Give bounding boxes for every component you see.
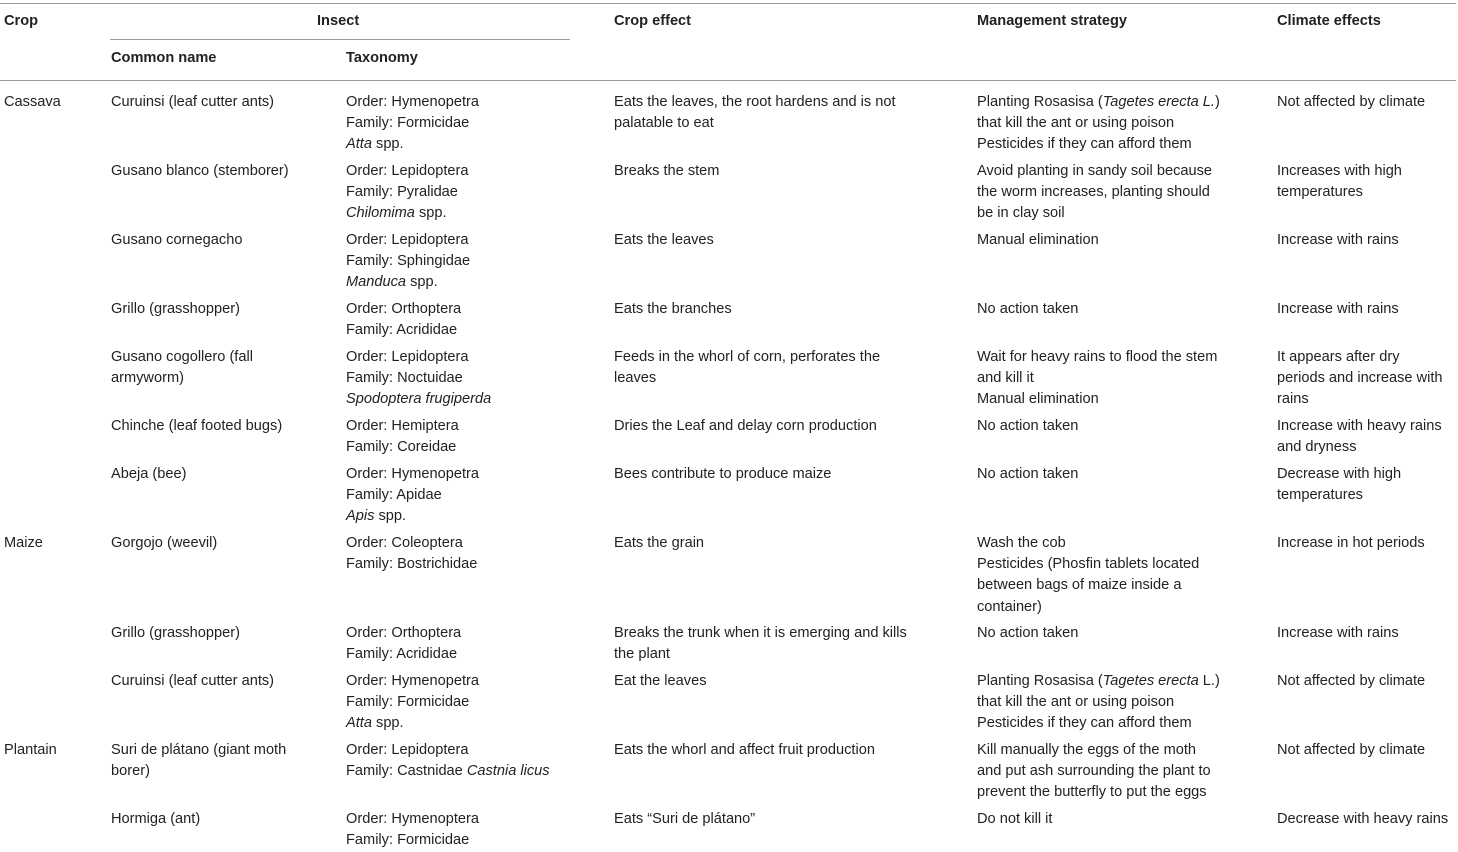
cell-line [977,92,1220,113]
text: spp. [414,205,447,222]
cell-line [346,134,479,155]
cell-line: armyworm) [111,370,184,387]
crop-effect-cell [614,740,875,761]
cell-line: Eats the leaves [614,232,714,248]
cell-line: Order: Hymenopetra [346,94,480,110]
crop-effect-cell [614,671,707,692]
cell-line: Eats the grain [614,535,705,551]
cell-line: No action taken [977,418,1079,434]
crop-effect-cell [614,809,755,830]
climate-effects-cell [1277,623,1399,644]
cell-line [346,506,479,527]
cell-line: temperatures [1277,487,1363,504]
crop-effect-cell [614,299,732,320]
table-top-rule [0,3,1456,4]
cell-line: that kill the ant or using poison [977,115,1175,132]
common-name-cell [111,809,200,830]
insect-group-rule [110,39,570,40]
crop-effect-cell [614,416,877,437]
cell-line [346,389,491,410]
climate-effects-cell [1277,464,1401,506]
common-name-cell [111,92,274,113]
crop-effect-cell [614,161,719,182]
crop-effect-cell [614,347,880,389]
cell-line: It appears after dry [1277,349,1400,365]
italic-text: Chilomima [346,205,415,222]
common-name-cell [111,671,274,692]
cell-line: Increases with high [1277,163,1402,179]
header-climate-effects: Climate effects [1277,13,1381,29]
climate-effects-cell [1277,161,1402,203]
cell-line [346,761,550,782]
taxonomy-cell [346,809,479,851]
cell-line: that kill the ant or using poison [977,694,1175,711]
cell-line: Hormiga (ant) [111,811,201,827]
cell-line: Avoid planting in sandy soil because [977,163,1213,179]
cell-line: Eats the leaves, the root hardens and is not [614,94,896,110]
management-strategy-cell [977,671,1220,735]
italic-text: Manduca [346,274,407,291]
cell-line: periods and increase with [1277,370,1443,387]
text: Planting Rosasisa ( [977,673,1103,689]
taxonomy-cell [346,92,479,156]
cell-line: Chinche (leaf footed bugs) [111,418,283,434]
italic-text: Spodoptera frugiperda [346,391,492,408]
management-strategy-cell [977,809,1052,830]
cell-line: No action taken [977,625,1079,641]
taxonomy-cell [346,740,550,782]
crop-cell: Cassava [4,94,61,110]
cell-line: Order: Hymenopetra [346,673,480,689]
cell-line: Order: Hemiptera [346,418,459,434]
cell-line: prevent the butterfly to put the eggs [977,784,1207,801]
common-name-cell [111,161,289,182]
crop-effect-cell [614,230,714,251]
header-insect: Insect [317,13,360,29]
cell-line: Manual elimination [977,391,1099,408]
taxonomy-cell [346,671,479,735]
text: spp. [374,508,407,525]
cell-line: Family: Bostrichidae [346,556,478,573]
cell-line: Order: Lepidoptera [346,232,469,248]
taxonomy-cell [346,230,470,294]
management-strategy-cell [977,533,1199,618]
italic-text: Tagetes erecta L. [1102,94,1215,110]
cell-line: and dryness [1277,439,1357,456]
cell-line: Pesticides if they can afford them [977,136,1192,153]
management-strategy-cell [977,347,1217,411]
cell-line: Order: Lepidoptera [346,742,469,758]
crop-effect-cell [614,533,704,554]
cell-line: Bees contribute to produce maize [614,466,832,482]
cell-line: Order: Orthoptera [346,301,462,317]
cell-line: Gusano cornegacho [111,232,243,248]
cell-line: Family: Noctuidae [346,370,463,387]
cell-line: Family: Pyralidae [346,184,458,201]
header-crop-effect: Crop effect [614,13,692,29]
cell-line: Pesticides if they can afford them [977,715,1192,732]
cell-line: Grillo (grasshopper) [111,301,240,317]
cell-line: Family: Coreidae [346,439,457,456]
climate-effects-cell [1277,809,1448,830]
management-strategy-cell [977,464,1078,485]
climate-effects-cell [1277,230,1399,251]
cell-line: Eats “Suri de plátano” [614,811,756,827]
cell-line: Order: Orthoptera [346,625,462,641]
cell-line: Feeds in the whorl of corn, perforates the [614,349,881,365]
cell-line: Family: Formicidae [346,115,470,132]
cell-line: No action taken [977,301,1079,317]
cell-line: and kill it [977,370,1034,387]
cell-line: Not affected by climate [1277,673,1426,689]
cell-line: Increase with heavy rains [1277,418,1442,434]
italic-text: Atta [346,715,372,732]
crop-effect-cell [614,92,896,134]
taxonomy-cell [346,623,461,665]
cell-line: Curuinsi (leaf cutter ants) [111,94,275,110]
italic-text: Castnia licus [466,763,550,780]
text: L.) [1198,673,1220,689]
cell-line: Family: Formicidae [346,832,470,849]
text: spp. [406,274,438,291]
cell-line: Family: Apidae [346,487,442,504]
italic-text: Atta [346,136,372,153]
cell-line: Order: Coleoptera [346,535,463,551]
cell-line: Wash the cob [977,535,1066,551]
italic-text: Tagetes erecta [1102,673,1199,689]
cell-line: Decrease with high [1277,466,1402,482]
cell-line: the worm increases, planting should [977,184,1210,201]
cell-line: Not affected by climate [1277,94,1426,110]
cell-line [346,203,469,224]
text: Family: Castnidae [346,763,467,780]
cell-line: Family: Acrididae [346,646,458,663]
taxonomy-cell [346,347,491,411]
cell-line: Pesticides (Phosfin tablets located [977,556,1200,573]
cell-line: Increase in hot periods [1277,535,1425,551]
cell-line: Gusano blanco (stemborer) [111,163,289,179]
cell-line: Dries the Leaf and delay corn production [614,418,877,434]
common-name-cell [111,740,286,782]
cell-line: Gorgojo (weevil) [111,535,218,551]
cell-line: between bags of maize inside a [977,577,1182,594]
header-bottom-rule [0,80,1456,81]
cell-line [346,272,470,293]
text: ) [1214,94,1220,110]
cell-line: Increase with rains [1277,232,1399,248]
management-strategy-cell [977,416,1078,437]
climate-effects-cell [1277,92,1425,113]
taxonomy-cell [346,464,479,528]
common-name-cell [111,464,186,485]
cell-line: Order: Lepidoptera [346,349,469,365]
management-strategy-cell [977,92,1220,156]
cell-line: Eats the whorl and affect fruit production [614,742,875,758]
crop-cell: Plantain [4,742,57,758]
cell-line: Decrease with heavy rains [1277,811,1449,827]
taxonomy-cell [346,416,459,458]
crop-effect-cell [614,623,907,665]
italic-text: Apis [346,508,375,525]
cell-line: Increase with rains [1277,625,1399,641]
climate-effects-cell [1277,347,1443,411]
cell-line: Order: Lepidoptera [346,163,469,179]
cell-line [977,671,1220,692]
climate-effects-cell [1277,416,1442,458]
cell-line: and put ash surrounding the plant to [977,763,1211,780]
climate-effects-cell [1277,671,1425,692]
management-strategy-cell [977,623,1078,644]
text: spp. [371,136,404,153]
header-crop: Crop [4,13,39,29]
header-taxonomy: Taxonomy [346,50,418,66]
crop-cell: Maize [4,535,43,551]
cell-line: Increase with rains [1277,301,1399,317]
cell-line [346,713,479,734]
management-strategy-cell [977,161,1212,225]
header-common-name: Common name [111,50,217,66]
common-name-cell [111,230,242,251]
management-strategy-cell [977,299,1078,320]
cell-line: Suri de plátano (giant moth [111,742,287,758]
cell-line: Wait for heavy rains to flood the stem [977,349,1218,365]
cell-line: Do not kill it [977,811,1053,827]
cell-line: Kill manually the eggs of the moth [977,742,1197,758]
cell-line: Eats the branches [614,301,732,317]
crop-effect-cell [614,464,831,485]
taxonomy-cell [346,299,461,341]
common-name-cell [111,347,253,389]
common-name-cell [111,533,217,554]
cell-line: Grillo (grasshopper) [111,625,240,641]
cell-line: Family: Formicidae [346,694,470,711]
text: Planting Rosasisa ( [977,94,1103,110]
cell-line: No action taken [977,466,1079,482]
cell-line: Family: Sphingidae [346,253,471,270]
cell-line: leaves [614,370,657,387]
taxonomy-cell [346,161,469,225]
common-name-cell [111,416,282,437]
management-strategy-cell [977,230,1099,251]
cell-line: Breaks the stem [614,163,720,179]
cell-line: Not affected by climate [1277,742,1426,758]
cell-line: container) [977,598,1042,615]
climate-effects-cell [1277,740,1425,761]
cell-line: temperatures [1277,184,1363,201]
cell-line: Curuinsi (leaf cutter ants) [111,673,275,689]
common-name-cell [111,623,240,644]
cell-line: palatable to eat [614,115,714,132]
management-strategy-cell [977,740,1211,804]
cell-line: Abeja (bee) [111,466,187,482]
cell-line: Family: Acrididae [346,322,458,339]
common-name-cell [111,299,240,320]
cell-line: rains [1277,391,1309,408]
climate-effects-cell [1277,533,1425,554]
text: spp. [371,715,404,732]
taxonomy-cell [346,533,477,575]
cell-line: Manual elimination [977,232,1099,248]
cell-line: Order: Hymenopetra [346,466,480,482]
cell-line: the plant [614,646,670,663]
header-management-strategy: Management strategy [977,13,1128,29]
cell-line: borer) [111,763,150,780]
cell-line: Eat the leaves [614,673,707,689]
cell-line: Gusano cogollero (fall [111,349,253,365]
cell-line: be in clay soil [977,205,1065,222]
cell-line: Order: Hymenoptera [346,811,480,827]
cell-line: Breaks the trunk when it is emerging and kills [614,625,907,641]
climate-effects-cell [1277,299,1399,320]
